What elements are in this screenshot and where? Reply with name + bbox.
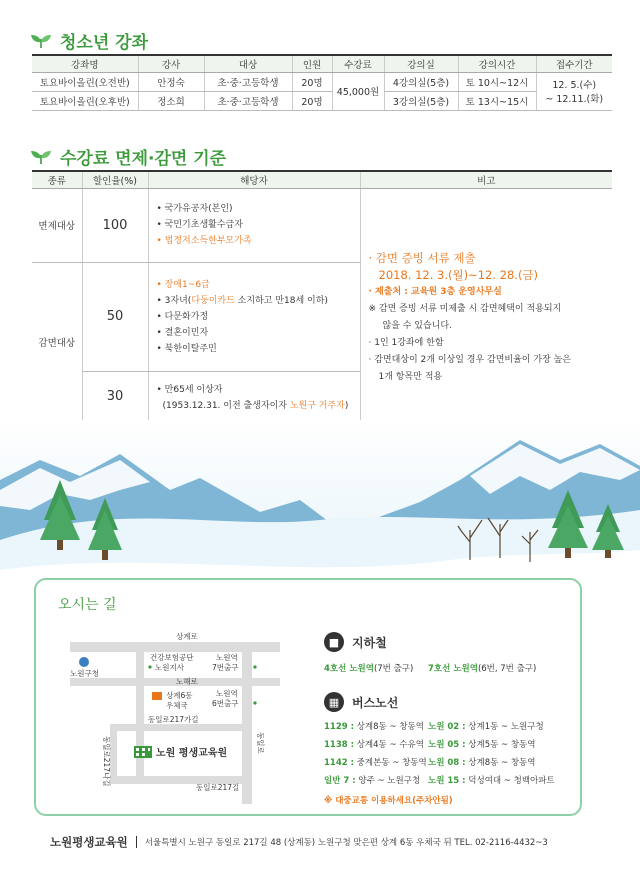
bus-heading: [324, 692, 398, 712]
subway-line7: 7호선 노원역(6번, 7번 출구): [428, 664, 537, 674]
leaf-icon: [30, 33, 52, 49]
time: 토 10시~12시: [458, 72, 536, 91]
label-217na: 동일로217나길: [102, 736, 111, 787]
col-header: 강사: [138, 55, 204, 72]
note-place: · 제출처 : 교육원 3층 운영사무실: [368, 287, 502, 297]
target: 초·중·고등학생: [204, 91, 292, 110]
teacher: 정소희: [138, 91, 204, 110]
marker-dot-icon: [253, 701, 256, 704]
col-header: 강의실: [384, 55, 458, 72]
col-header: 강좌명: [32, 55, 138, 72]
section-title-youth: [30, 28, 148, 53]
col-header: 할인율(%): [82, 171, 148, 188]
list-item: • 법정저소득한부모가족: [157, 233, 360, 249]
eligible-list: [148, 372, 360, 422]
label-gu-office: 노원구청: [70, 669, 99, 678]
note-warning: ※ 감면 증빙 서류 미제출 시 감면혜택이 적용되지: [368, 304, 562, 314]
type-exempt: 면제대상: [32, 188, 82, 262]
school-building-icon: [134, 746, 152, 758]
note-submit: · 감면 증빙 서류 제출: [368, 251, 476, 265]
course-name: 토요바이올린(오전반): [32, 72, 138, 91]
label-school: 노원 평생교육원: [156, 748, 228, 759]
fee: 45,000원: [332, 72, 384, 110]
footer-address: 서울특별시 노원구 동일로 217길 48 (상계동) 노원구청 맞은편 상계 6동 우체국 뒤 TEL. 02-2116-4432~3: [144, 838, 548, 848]
list-item: 1142 : 중계본동 ~ 창동역: [324, 758, 427, 768]
note-limit: · 1인 1강좌에 한함: [368, 338, 444, 348]
label-nohae-ro: 노해로: [176, 677, 198, 686]
note-warning-2: 않을 수 있습니다.: [382, 321, 452, 331]
count: 20명: [292, 72, 332, 91]
section-title-text: 수강료 면제·감면 기준: [60, 149, 227, 169]
note-multi-2: 1개 항목만 적용: [378, 372, 443, 382]
type-reduce: 감면대상: [32, 262, 82, 422]
rate: 100: [82, 188, 148, 262]
col-header: 대상: [204, 55, 292, 72]
location-map: [56, 624, 292, 804]
leaf-icon: [30, 149, 52, 165]
list-item: 1129 : 상계8동 ~ 창동역: [324, 722, 424, 732]
list-item: • 국민기초생활수급자: [157, 217, 360, 233]
youth-course-table: [32, 54, 612, 111]
road-side: [136, 642, 144, 782]
list-item: • 3자녀(다둥이카드 소지하고 만18세 이하): [157, 293, 360, 309]
col-header: 인원: [292, 55, 332, 72]
gu-office-icon: [79, 657, 89, 667]
note-multi: · 감면대상이 2개 이상일 경우 감면비율이 가장 높은: [368, 355, 571, 365]
rate: 50: [82, 262, 148, 372]
label-post2: 우체국: [166, 701, 188, 710]
col-header: 수강료: [332, 55, 384, 72]
room: 3강의실(5층): [384, 91, 458, 110]
post-office-icon: [152, 692, 162, 700]
label-217ga: 동일로217가길: [148, 715, 199, 724]
directions-panel: [34, 578, 582, 816]
eligible-list: [148, 188, 360, 262]
course-name: 토요바이올린(오후반): [32, 91, 138, 110]
period-line1: 12. 5.(수): [552, 80, 597, 91]
note-dates: 2018. 12. 3.(월)~12. 28.(금): [378, 268, 539, 282]
count: 20명: [292, 91, 332, 110]
rate: 30: [82, 372, 148, 422]
list-item: 노원 15 : 덕성여대 ~ 청백아파트: [428, 776, 555, 786]
col-header: 강의시간: [458, 55, 536, 72]
teacher: 안정숙: [138, 72, 204, 91]
label-station6b: 6번출구: [212, 699, 239, 708]
list-item: • 결혼이민자: [157, 325, 360, 341]
discount-table: [32, 170, 612, 449]
label-station7b: 7번출구: [212, 663, 239, 672]
subway-line4: 4호선 노원역(7번 출구): [324, 664, 414, 674]
subway-icon: ■: [324, 632, 344, 652]
table-row: [32, 91, 612, 110]
section-title-discount: [30, 144, 226, 169]
label-health1: 건강보험공단: [150, 653, 194, 662]
subway-heading: [324, 632, 387, 652]
room: 4강의실(5층): [384, 72, 458, 91]
list-item: 1138 : 상계4동 ~ 수유역: [324, 740, 424, 750]
list-item: • 다문화가정: [157, 309, 360, 325]
list-item: • 만65세 이상자: [157, 382, 360, 398]
senior-detail: (1953.12.31. 이전 출생자이자 노원구 거주자): [162, 401, 349, 412]
footer-org: 노원평생교육원: [50, 835, 128, 849]
label-dongil-ro: 동일로: [256, 732, 265, 754]
period-line2: ~ 12.11.(화): [545, 94, 604, 105]
bus-title: 버스노선: [352, 695, 399, 710]
list-item: • 장애1~6급: [157, 277, 360, 293]
period: [536, 72, 612, 110]
bus-list-right: [428, 718, 555, 790]
list-item: 노원 05 : 상계5동 ~ 창동역: [428, 740, 536, 750]
label-health2: 노원지사: [155, 663, 184, 672]
list-item: 노원 02 : 상계1동 ~ 노원구청: [428, 722, 544, 732]
notes: [360, 188, 612, 448]
list-item: 일반 7 : 양주 ~ 노원구청: [324, 776, 421, 786]
directions-title: 오시는 길: [58, 597, 117, 613]
bus-icon: ▦: [324, 692, 344, 712]
label-station7a: 노원역: [216, 653, 238, 662]
footer: [50, 834, 610, 850]
label-station6a: 노원역: [216, 689, 238, 698]
target: 초·중·고등학생: [204, 72, 292, 91]
label-217gil: 동일로217길: [196, 783, 240, 792]
table-row: [32, 72, 612, 91]
bus-list-left: [324, 718, 427, 790]
list-item: • 국가유공자(본인): [157, 201, 360, 217]
list-item: 노원 08 : 상계8동 ~ 창동역: [428, 758, 536, 768]
time: 토 13시~15시: [458, 91, 536, 110]
eligible-list: [148, 262, 360, 372]
label-post1: 상계6동: [166, 691, 193, 700]
col-header: 해당자: [148, 171, 360, 188]
table-row: [32, 188, 612, 262]
col-header: 비고: [360, 171, 612, 188]
subway-title: 지하철: [352, 635, 387, 650]
parking-warning: ※ 대중교통 이용하세요(주차안됨): [324, 796, 453, 806]
footer-divider: [136, 836, 137, 848]
col-header: 종류: [32, 171, 82, 188]
label-sanggye-ro: 상계로: [176, 632, 198, 641]
col-header: 접수기간: [536, 55, 612, 72]
marker-dot-icon: [148, 665, 151, 668]
list-item: • 북한이탈주민: [157, 341, 360, 357]
section-title-text: 청소년 강좌: [60, 33, 149, 53]
marker-dot-icon: [253, 665, 256, 668]
road-217ga: [110, 724, 250, 731]
